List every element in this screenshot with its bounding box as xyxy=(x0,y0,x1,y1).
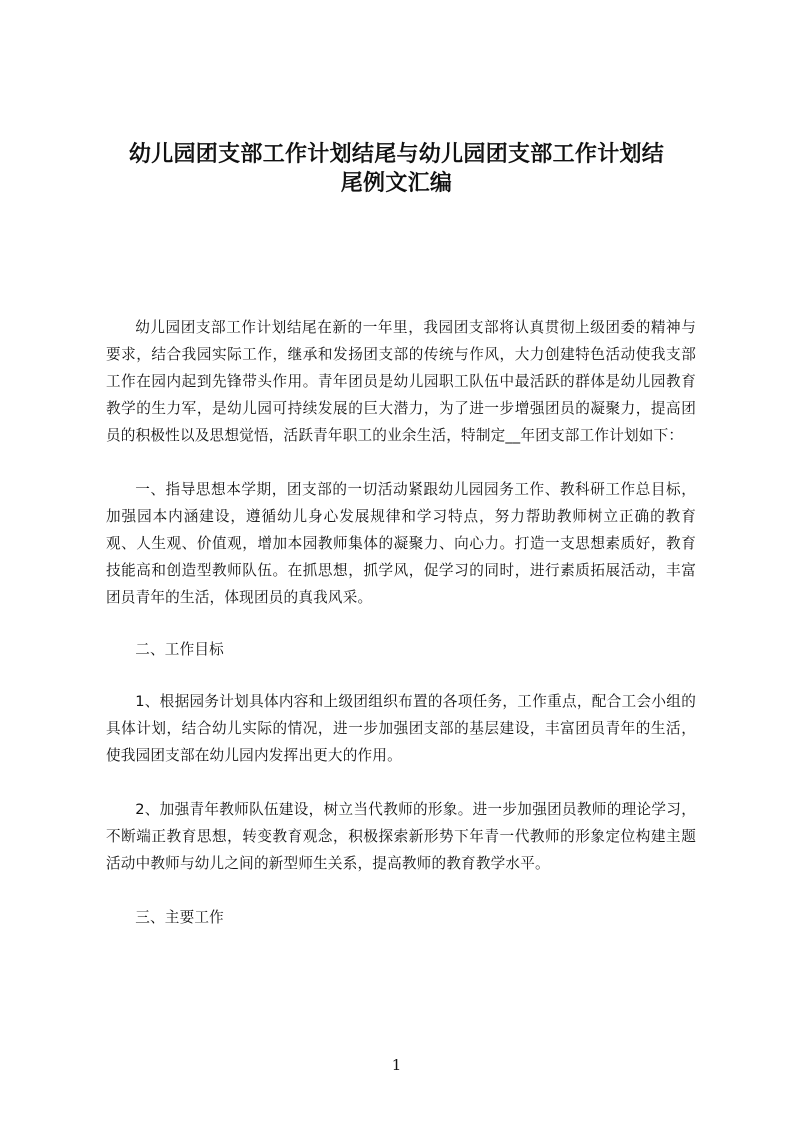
document-title xyxy=(100,140,693,198)
document-body xyxy=(106,314,696,931)
paragraph-intro: 幼儿园团支部工作计划结尾在新的一年里，我园团支部将认真贯彻上级团委的精神与要求，结合我园实际工作，继承和发扬团支部的传统与作风，大力创建特色活动使我支部工作在园内起到先锋带头作用。青年团员是幼儿园职工队伍中最活跃的群体是幼儿园教育教学的生力军，是幼儿园可持续发展的巨大潜力，为了进一步增强团员的凝聚力，提高团员的积极性以及思想觉悟，活跃青年职工的业余生活，特制定__年团支部工作计划如下： xyxy=(106,319,696,444)
paragraph-goal-1: 1、根据园务计划具体内容和上级团组织布置的各项任务，工作重点，配合工会小组的具体计划，结合幼儿实际的情况，进一步加强团支部的基层建设，丰富团员青年的生活，使我园团支部在幼儿园内发挥出更大的作用。 xyxy=(106,693,696,764)
section-heading-work-goals: 二、工作目标 xyxy=(135,641,224,658)
paragraph-goal-2: 2、加强青年教师队伍建设，树立当代教师的形象。进一步加强团员教师的理论学习，不断端正教育思想，转变教育观念，积极探索新形势下年青一代教师的形象定位构建主题活动中教师与幼儿之间的新型师生关系，提高教师的教育教学水平。 xyxy=(106,801,696,872)
title-line-2: 尾例文汇编 xyxy=(340,171,453,196)
section-heading-main-work: 三、主要工作 xyxy=(135,909,224,926)
page-number: 1 xyxy=(391,1056,402,1074)
title-line-1: 幼儿园团支部工作计划结尾与幼儿园团支部工作计划结 xyxy=(128,142,665,167)
paragraph-guiding-ideology: 一、指导思想本学期，团支部的一切活动紧跟幼儿园园务工作、教科研工作总目标，加强园本内涵建设，遵循幼儿身心发展规律和学习特点，努力帮助教师树立正确的教育观、人生观、价值观，增加本园教师集体的凝聚力、向心力。打造一支思想素质好，教育技能高和创造型教师队伍。在抓思想，抓学风，促学习的同时，进行素质拓展活动，丰富团员青年的生活，体现团员的真我风采。 xyxy=(106,481,696,606)
